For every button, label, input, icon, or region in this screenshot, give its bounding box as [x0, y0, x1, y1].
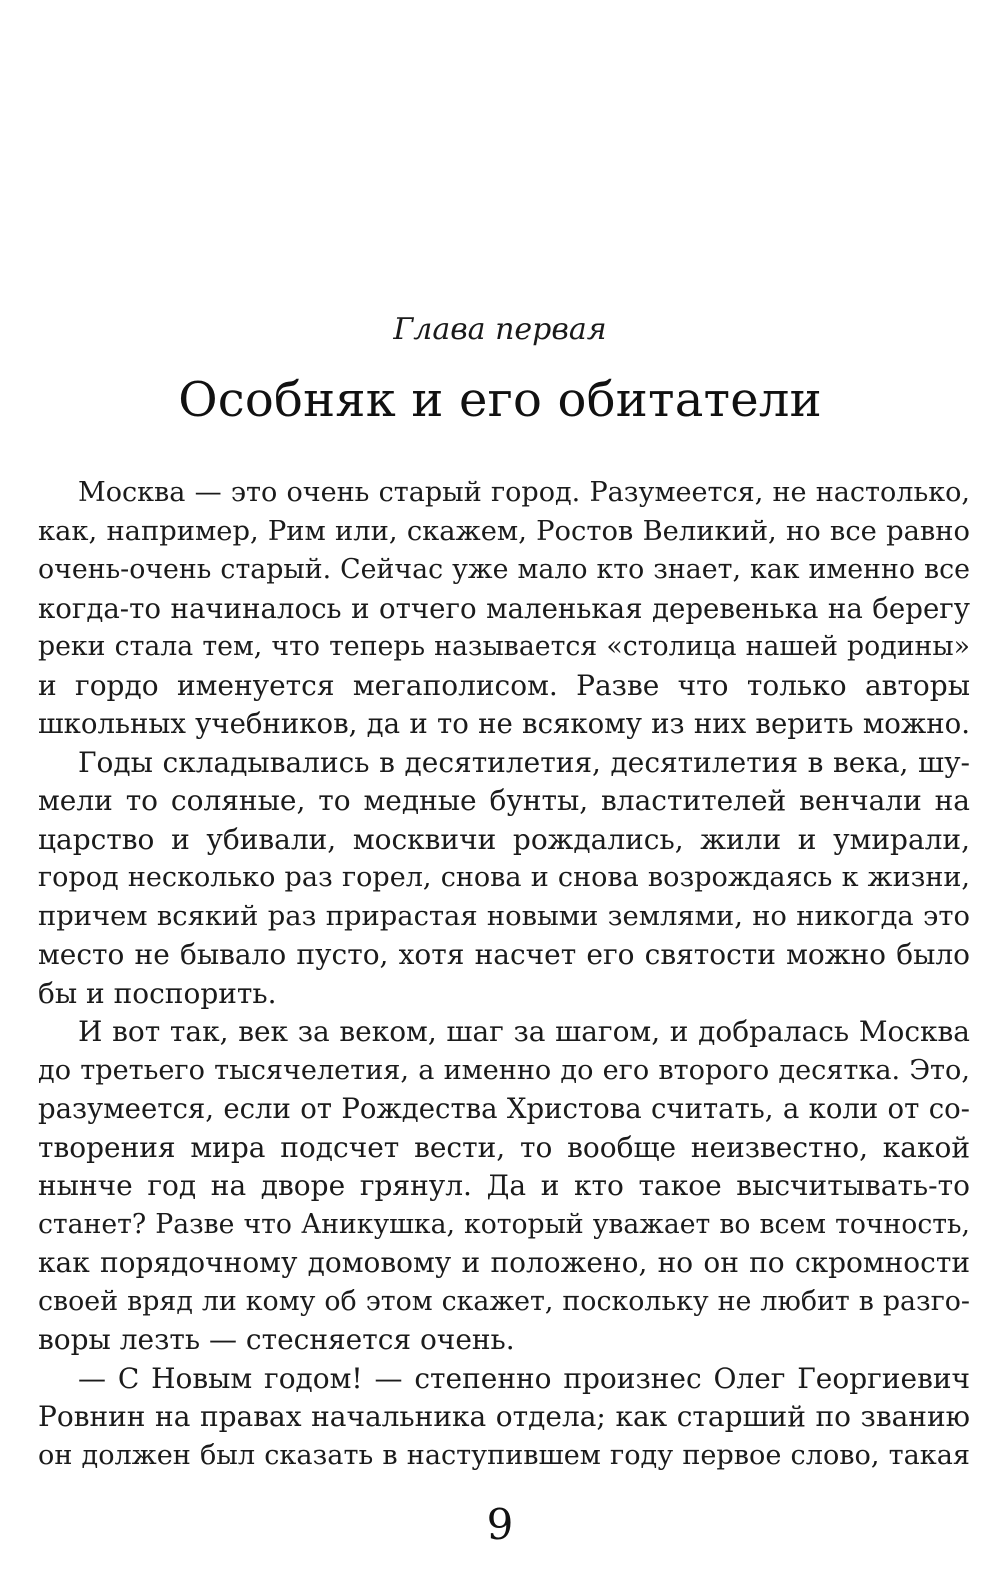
text-line: реки стала тем, что теперь называется «столица нашей родины»: [38, 631, 970, 662]
text-line: воры лезть — стесняется очень.: [38, 1323, 515, 1356]
text-line: Москва — это очень старый город. Разумеется, не настолько,: [78, 477, 970, 508]
text-line: мели то соляные, то медные бунты, властителей венчали на: [38, 784, 970, 817]
text-line: — С Новым годом! — степенно произнес Олег Георгиевич: [78, 1361, 970, 1395]
chapter-title: Особняк и его обитатели: [178, 372, 822, 428]
text-line: нынче год на дворе грянул. Да и кто такое высчитывать-то: [38, 1169, 970, 1202]
text-line: как порядочному домовому и положено, но он по скромности: [38, 1246, 970, 1279]
text-line: творения мира подсчет вести, то вообще неизвестно, какой: [38, 1130, 970, 1164]
text-line: место не бывало пусто, хотя насчет его святости можно было: [38, 938, 970, 971]
text-line: бы и поспорить.: [38, 976, 277, 1010]
text-line: очень-очень старый. Сейчас уже мало кто знает, как именно все: [38, 554, 970, 585]
text-line: и гордо именуется мегаполисом. Разве что только авторы: [38, 668, 970, 702]
text-line: разумеется, если от Рождества Христова считать, а коли от со-: [38, 1093, 970, 1125]
text-line: когда-то начиналось и отчего маленькая деревенька на берегу: [38, 591, 970, 625]
text-line: он должен был сказать в наступившем году первое слово, такая: [38, 1439, 970, 1471]
page-number: 9: [486, 1500, 514, 1549]
text-line: своей вряд ли кому об этом скажет, поскольку не любит в разго-: [38, 1285, 970, 1317]
text-line: город несколько раз горел, снова и снова возрождаясь к жизни,: [38, 862, 970, 893]
text-line: до третьего тысячелетия, а именно до его второго десятка. Это,: [38, 1054, 970, 1086]
text-line: как, например, Рим или, скажем, Ростов Великий, но все равно: [38, 515, 970, 547]
text-line: причем всякий раз прирастая новыми землями, но никогда это: [38, 900, 970, 932]
text-line: Ровнин на правах начальника отдела; как старший по званию: [38, 1400, 970, 1433]
text-line: Годы складывались в десятилетия, десятилетия в века, шу-: [78, 745, 970, 779]
body-text: [38, 474, 970, 1475]
chapter-label: Глава первая: [393, 312, 607, 347]
text-line: школьных учебников, да и то не всякому из них верить можно.: [38, 707, 970, 740]
text-line: станет? Разве что Аникушка, который уважает во всем точность,: [38, 1208, 970, 1240]
text-line: И вот так, век за веком, шаг за шагом, и добралась Москва: [78, 1015, 970, 1048]
text-line: царство и убивали, москвичи рождались, жили и умирали,: [38, 822, 970, 856]
